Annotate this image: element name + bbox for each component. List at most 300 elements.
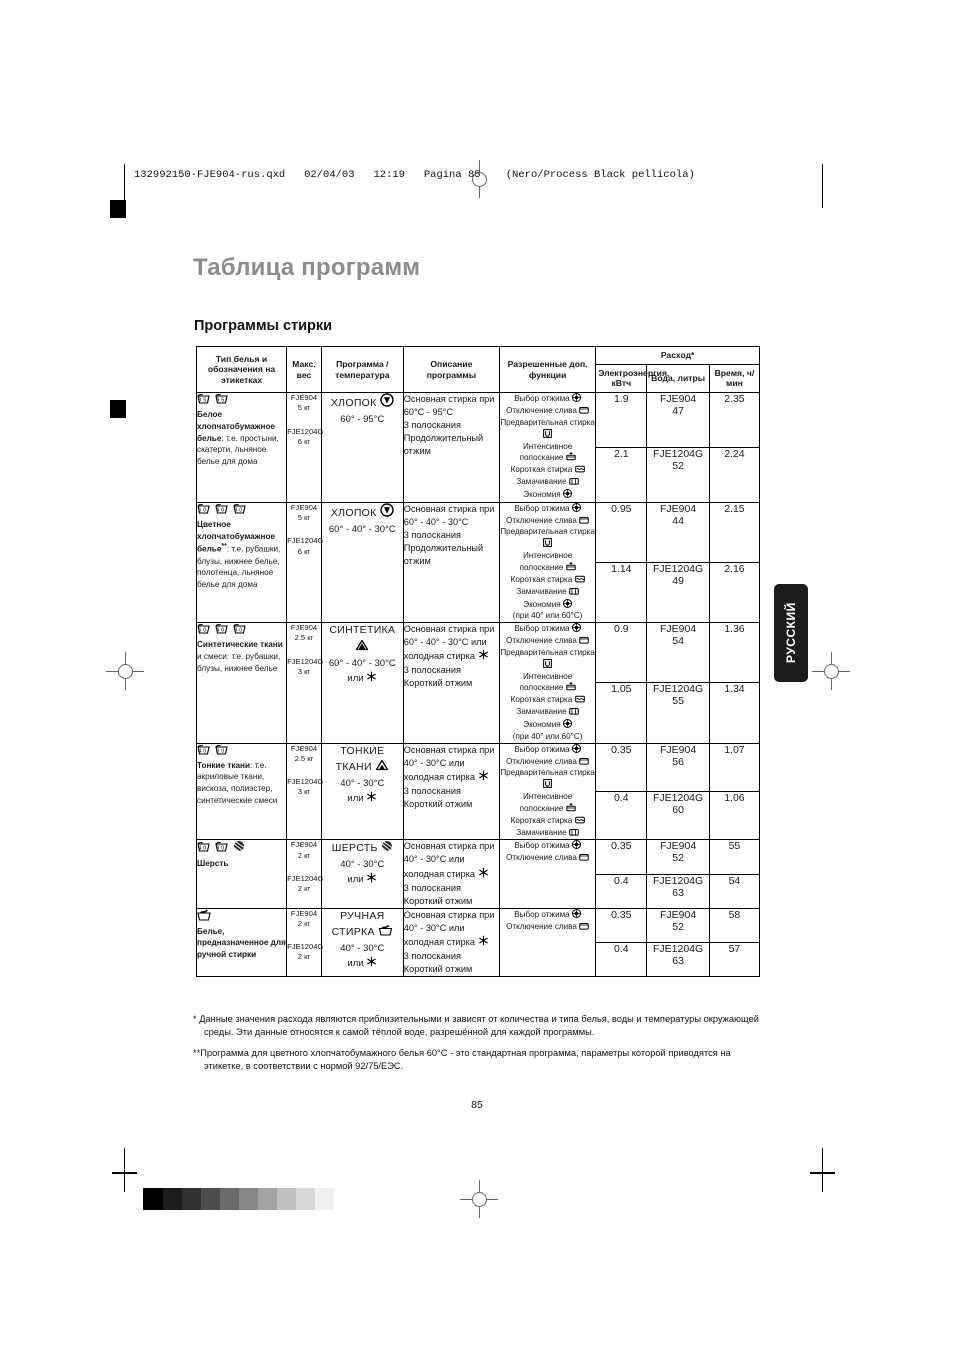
cell-allowed-functions [499,840,595,908]
weight-value: 6 кг [297,546,311,556]
cell-water [647,743,709,791]
soak-icon [569,587,579,599]
weight-value: 5 кг [297,513,311,523]
wash-tub-symbol [197,623,210,637]
weight-model: FJE1204G [287,777,324,787]
header-type: Тип белья и обозначения на этикетках [197,347,287,393]
cell-allowed-functions [499,743,595,840]
cell-max-weight [287,743,322,840]
cell-allowed-functions [499,908,595,976]
cold-wash-icon [478,935,489,950]
weight-value: 2 кг [297,918,311,928]
cell-time: 55 [709,840,759,874]
weight-group [287,623,321,644]
language-tab-russian [774,584,808,682]
wash-tub-symbol [233,503,246,517]
cell-max-weight [287,393,322,503]
cell-water [647,792,709,840]
cell-energy: 2.1 [596,448,647,503]
water-value: 47 [672,405,684,418]
spin-selection-icon [563,719,572,732]
cell-program [321,743,403,840]
svg-text:95: 95 [198,397,209,404]
description-line: 3 полоскания [403,950,461,961]
function-line: Интенсивное полоскание [500,792,595,816]
cell-energy: 0.35 [596,743,647,791]
cell-time: 1.07 [709,743,759,791]
weight-group [287,744,321,765]
greyscale-swatch [144,1188,163,1210]
water-model: FJE1204G [652,563,704,576]
cell-description [403,908,499,976]
spin-selection-icon [563,489,572,502]
laundry-type-details: : т.е. простыни, скатерти, льняное белье для дома [197,433,279,466]
cold-wash-icon [366,791,377,807]
description-line: Основная стирка при 40° - 30°C или холодная стирка [404,744,499,785]
svg-text:30: 30 [216,846,227,853]
care-label-symbols [197,393,286,407]
cell-energy: 0.35 [596,840,647,874]
function-line: Выбор отжима [500,393,595,406]
cell-program [321,840,403,908]
weight-value: 3 кг [297,666,311,676]
weight-model: FJE1204G [287,656,324,666]
svg-text:60: 60 [198,627,209,634]
wash-tub-symbol [215,393,228,407]
crop-mark-bottom-right-horizontal [810,1172,835,1174]
cell-water [647,563,709,623]
program-temperature: 60° - 95°C [340,413,385,425]
function-line: Отключение слива [500,853,595,865]
function-line: Замачивание [500,587,595,599]
function-line: Предварительная стирка [500,648,595,672]
cell-time: 2.24 [709,448,759,503]
header-water: Вода, литры [647,364,709,392]
programs-table [196,346,760,977]
header-program: Программа / температура [321,347,403,393]
drain-stop-icon [579,853,589,865]
function-line: Выбор отжима [500,623,595,636]
prewash-icon [543,659,552,672]
extra-rinse-icon [566,803,576,816]
greyscale-swatch [163,1188,182,1210]
function-line: Отключение слива [500,516,595,528]
care-label-symbols [197,840,286,855]
short-wash-icon [575,465,585,477]
water-model: FJE1204G [652,448,704,460]
greyscale-swatch [296,1188,315,1210]
program-temperature: 40° - 30°C [340,859,385,871]
water-value: 44 [672,514,684,527]
synthetics-program-icon [355,639,369,657]
laundry-type-name: Синтетические ткани [197,640,283,650]
greyscale-swatch [277,1188,296,1210]
greyscale-swatch [258,1188,277,1210]
cell-time: 1.34 [709,683,759,743]
cell-energy: 0.4 [596,792,647,840]
spin-program-icon [380,503,394,523]
spin-selection-icon [572,503,581,516]
weight-value: 6 кг [297,436,311,446]
laundry-type-name: Белье, предназначенное для ручной стирки [197,926,286,960]
function-line: Отключение слива [500,406,595,418]
wash-tub-symbol [215,503,228,517]
wash-tub-symbol [197,744,210,758]
function-line: Отключение слива [500,757,595,769]
description-line: Короткий отжим [403,798,473,809]
extra-rinse-icon [566,452,576,465]
water-value: 56 [672,755,684,768]
section-title: Программы стирки [194,318,333,334]
water-model: FJE1204G [652,942,704,955]
registration-black-block-side [110,400,126,418]
water-model: FJE1204G [652,792,704,805]
program-name: СИНТЕТИКА [322,623,403,657]
cell-program [321,502,403,622]
weight-value: 2.5 кг [294,753,314,763]
cell-time: 57 [709,942,759,976]
weight-value: 2 кг [297,952,311,962]
program-temperature: 60° - 40° - 30°C [328,523,396,535]
cell-description [403,623,499,743]
footnote-marker: ** [221,543,227,551]
spin-selection-icon [572,840,581,853]
water-value: 52 [672,460,684,472]
laundry-type-details: : т.е. акриловые ткани, вискоза, полиэстер, синтетические смеси [197,760,278,805]
function-note: (при 40° или 60°C) [512,731,583,741]
handwash-program-icon [378,924,393,942]
drain-stop-icon [579,636,589,648]
description-line: 3 полоскания [403,665,461,676]
prewash-icon [543,538,552,551]
cell-allowed-functions [499,502,595,622]
cell-time: 2.35 [709,393,759,448]
prewash-icon [543,429,552,442]
description-line: Основная стирка при 40° - 30°C или холодная стирка [404,840,499,881]
cell-energy: 1.9 [596,393,647,448]
short-wash-icon [575,575,585,587]
cell-time: 1.06 [709,792,759,840]
care-label-symbols [197,909,286,924]
wash-tub-symbol [197,841,210,855]
program-name: ХЛОПОК [322,393,403,413]
function-line: Интенсивное полоскание [500,672,595,696]
drain-stop-icon [579,757,589,769]
spin-selection-icon [572,744,581,757]
short-wash-icon [575,816,585,828]
cell-max-weight [287,502,322,622]
cell-allowed-functions [499,623,595,743]
weight-group [287,873,324,895]
cold-wash-icon [478,649,489,664]
soak-icon [569,828,579,840]
description-line: Основная стирка при 60° - 40° - 30°C [403,503,495,527]
cell-time: 1.36 [709,623,759,683]
weight-model: FJE904 [290,840,318,850]
description-line: Основная стирка при 40° - 30°C или холодная стирка [404,909,499,950]
program-temperature: 40° - 30°C [340,943,385,955]
drain-stop-icon [579,922,589,934]
spin-selection-icon [572,393,581,406]
footnote: * Данные значения расхода являются приблизительными и зависят от количества и типа белья, воды и температуры окружающей среды. Эти данные относятся к самой тёплой воде, разрешённой для каждой программы. [193,1014,759,1038]
cell-max-weight [287,908,322,976]
description-line: Продолжительный отжим [403,542,484,567]
cell-time: 58 [709,908,759,942]
greyscale-swatch [201,1188,220,1210]
cell-water [647,942,709,976]
water-value: 63 [672,886,684,899]
water-value: 54 [672,635,684,648]
cell-laundry-type [197,502,287,622]
greyscale-swatch [220,1188,239,1210]
weight-group [287,503,321,524]
cell-energy: 0.9 [596,623,647,683]
weight-model: FJE904 [290,623,318,633]
header-description: Описание программы [403,347,499,393]
function-line: Выбор отжима [500,744,595,757]
drain-stop-icon [579,406,589,418]
cold-wash-icon [366,671,377,687]
wash-tub-symbol [197,393,210,407]
description-line: Основная стирка при 60°C - 95°C [403,394,495,418]
description-line: Короткий отжим [403,963,473,974]
svg-text:95: 95 [216,397,227,404]
wash-tub-symbol [215,623,228,637]
weight-model: FJE1204G [287,426,324,436]
page-number: 85 [471,1099,483,1111]
program-name: ХЛОПОК [322,503,403,523]
svg-text:60: 60 [198,507,209,514]
cell-description [403,743,499,840]
greyscale-swatch [239,1188,258,1210]
table-row [197,502,760,562]
extra-rinse-icon [566,562,576,575]
function-line: Короткая стирка [500,465,595,477]
function-line: Выбор отжима [500,909,595,922]
laundry-type-name: Белое хлопчатобумажное белье [197,410,276,443]
water-model: FJE1204G [652,683,704,696]
weight-group [287,656,324,678]
delicates-program-icon [375,759,389,777]
header-weight: Макс. вес [287,347,322,393]
program-temperature: 60° - 40° - 30°C [328,657,396,669]
water-value: 60 [672,804,684,817]
registration-mark-right-middle [818,658,844,684]
header-time: Время, ч/мин [709,364,759,392]
cell-program [321,908,403,976]
soak-icon [569,707,579,719]
function-note: (при 40° или 60°C) [512,611,583,621]
water-model: FJE904 [660,393,697,406]
weight-group [287,942,324,963]
table-row [197,908,760,942]
drain-stop-icon [579,516,589,528]
table-row [197,743,760,791]
cell-time: 54 [709,874,759,908]
description-line: 3 полоскания [403,529,461,540]
cell-water [647,623,709,683]
description-line: Основная стирка при 60° - 40° - 30°C или холодная стирка [404,623,499,664]
program-name: РУЧНАЯ СТИРКА [322,909,403,943]
cell-energy: 1.14 [596,563,647,623]
weight-value: 2 кг [297,884,311,894]
description-line: Короткий отжим [403,895,473,906]
svg-text:40: 40 [216,627,227,634]
weight-group [287,777,324,798]
wool-symbol [381,840,393,858]
water-model: FJE904 [660,908,697,921]
cell-laundry-type [197,908,287,976]
laundry-type-name: Тонкие ткани [197,760,251,770]
svg-text:40: 40 [216,507,227,514]
weight-model: FJE1204G [287,536,324,546]
cell-energy: 1.05 [596,683,647,743]
weight-model: FJE904 [290,743,318,753]
page-title: Таблица программ [193,254,421,281]
cell-energy: 0.4 [596,942,647,976]
crop-mark-bottom-left-vertical [124,1148,125,1192]
spin-selection-icon [572,623,581,636]
header-functions: Разрешенные доп. функции [499,347,595,393]
cell-water [647,502,709,562]
water-model: FJE904 [660,502,697,515]
registration-mark-left-middle [112,658,138,684]
function-line: Короткая стирка [500,575,595,587]
svg-text:30: 30 [234,507,245,514]
table-body [197,393,760,977]
weight-group [287,536,324,557]
table-header [197,347,760,393]
crop-mark-bottom-right-vertical [822,1148,823,1192]
footnote: **Программа для цветного хлопчатобумажного белья 60°С - это стандартная программа, параметры которой приводятся на этикетке, в соответствии с нормой 92/75/ЕЭС. [193,1047,731,1072]
cell-laundry-type [197,393,287,503]
weight-model: FJE904 [290,502,318,512]
function-line: Экономия [500,719,595,732]
cell-water [647,840,709,874]
extra-rinse-icon [566,682,576,695]
function-line: Выбор отжима [500,503,595,516]
wash-tub-symbol [215,744,228,758]
water-model: FJE904 [660,840,697,853]
wool-symbol [233,840,245,855]
header-energy: Электроэнергия, кВтч [596,364,647,392]
svg-text:30: 30 [216,748,227,755]
function-line: Выбор отжима [500,840,595,853]
registration-mark-bottom-center [466,1186,492,1212]
water-value: 49 [672,575,684,588]
greyscale-swatch [315,1188,334,1210]
cold-wash-icon [478,867,489,882]
program-alternative: или [322,671,403,687]
svg-text:40: 40 [198,846,209,853]
cell-description [403,502,499,622]
function-line: Отключение слива [500,636,595,648]
description-line: Короткий отжим [403,678,473,689]
function-line: Экономия [500,489,595,502]
cell-max-weight [287,840,322,908]
function-line: Интенсивное полоскание [500,551,595,575]
weight-value: 2.5 кг [294,633,314,643]
greyscale-swatch [182,1188,201,1210]
cell-water [647,683,709,743]
function-line: Замачивание [500,828,595,840]
water-value: 52 [672,852,684,865]
weight-value: 2 кг [297,850,311,860]
weight-group [287,393,321,414]
water-model: FJE1204G [652,874,704,887]
description-line: 3 полоскания [403,785,461,796]
spin-selection-icon [572,909,581,922]
crop-mark-bottom-left-horizontal [112,1172,137,1174]
weight-value: 5 кг [297,403,311,413]
cell-water [647,448,709,503]
laundry-type-name: Цветное хлопчатобумажное белье [197,519,276,554]
water-value: 63 [672,954,684,967]
cell-water [647,908,709,942]
cell-time: 2.16 [709,563,759,623]
cell-allowed-functions [499,393,595,503]
function-line: Предварительная стирка [500,768,595,792]
table-row [197,623,760,683]
soak-icon [569,477,579,489]
cell-laundry-type [197,623,287,743]
laundry-type-details: : т.е. рубашки, блузы, нижнее белье, полотенца, льняное белье для дома [197,544,281,589]
cold-wash-icon [478,770,489,785]
weight-model: FJE1204G [287,942,324,952]
table-row [197,840,760,874]
cell-laundry-type [197,840,287,908]
language-tab-label: РУССКИЙ [784,602,798,664]
greyscale-calibration-bar [143,1188,334,1210]
water-model: FJE904 [660,623,697,636]
function-line: Короткая стирка [500,816,595,828]
program-name: ШЕРСТЬ [322,840,403,858]
cell-energy: 0.4 [596,874,647,908]
weight-model: FJE904 [290,393,318,403]
water-value: 55 [672,695,684,708]
cell-energy: 0.35 [596,908,647,942]
weight-group [287,909,321,930]
wash-tub-symbol [197,503,210,517]
care-label-symbols [197,503,286,517]
footnotes [193,1013,763,1081]
function-line: Короткая стирка [500,695,595,707]
care-label-symbols [197,744,286,758]
function-line: Замачивание [500,707,595,719]
header-consumption: Расход* [596,347,760,365]
weight-group [287,840,321,861]
cell-description [403,393,499,503]
function-line: Интенсивное полоскание [500,442,595,466]
program-alternative: или [322,872,403,888]
cell-water [647,874,709,908]
program-alternative: или [322,791,403,807]
weight-model: FJE1204G [287,873,324,883]
svg-text:30: 30 [234,627,245,634]
cell-time: 2.15 [709,502,759,562]
cell-energy: 0.95 [596,502,647,562]
weight-group [287,426,324,448]
weight-value: 3 кг [297,787,311,797]
program-alternative: или [322,956,403,972]
prepress-header-line: 132992150·FJE904·rus.qxd 02/04/03 12:19 Pagina 85 (Nero/Process Black pellicola) [134,169,695,181]
cell-program [321,393,403,503]
spin-program-icon [380,393,394,413]
registration-black-block-top [110,200,126,218]
function-line: Предварительная стирка [500,418,595,442]
program-temperature: 40° - 30°C [340,778,385,790]
function-line: Экономия [500,599,595,612]
